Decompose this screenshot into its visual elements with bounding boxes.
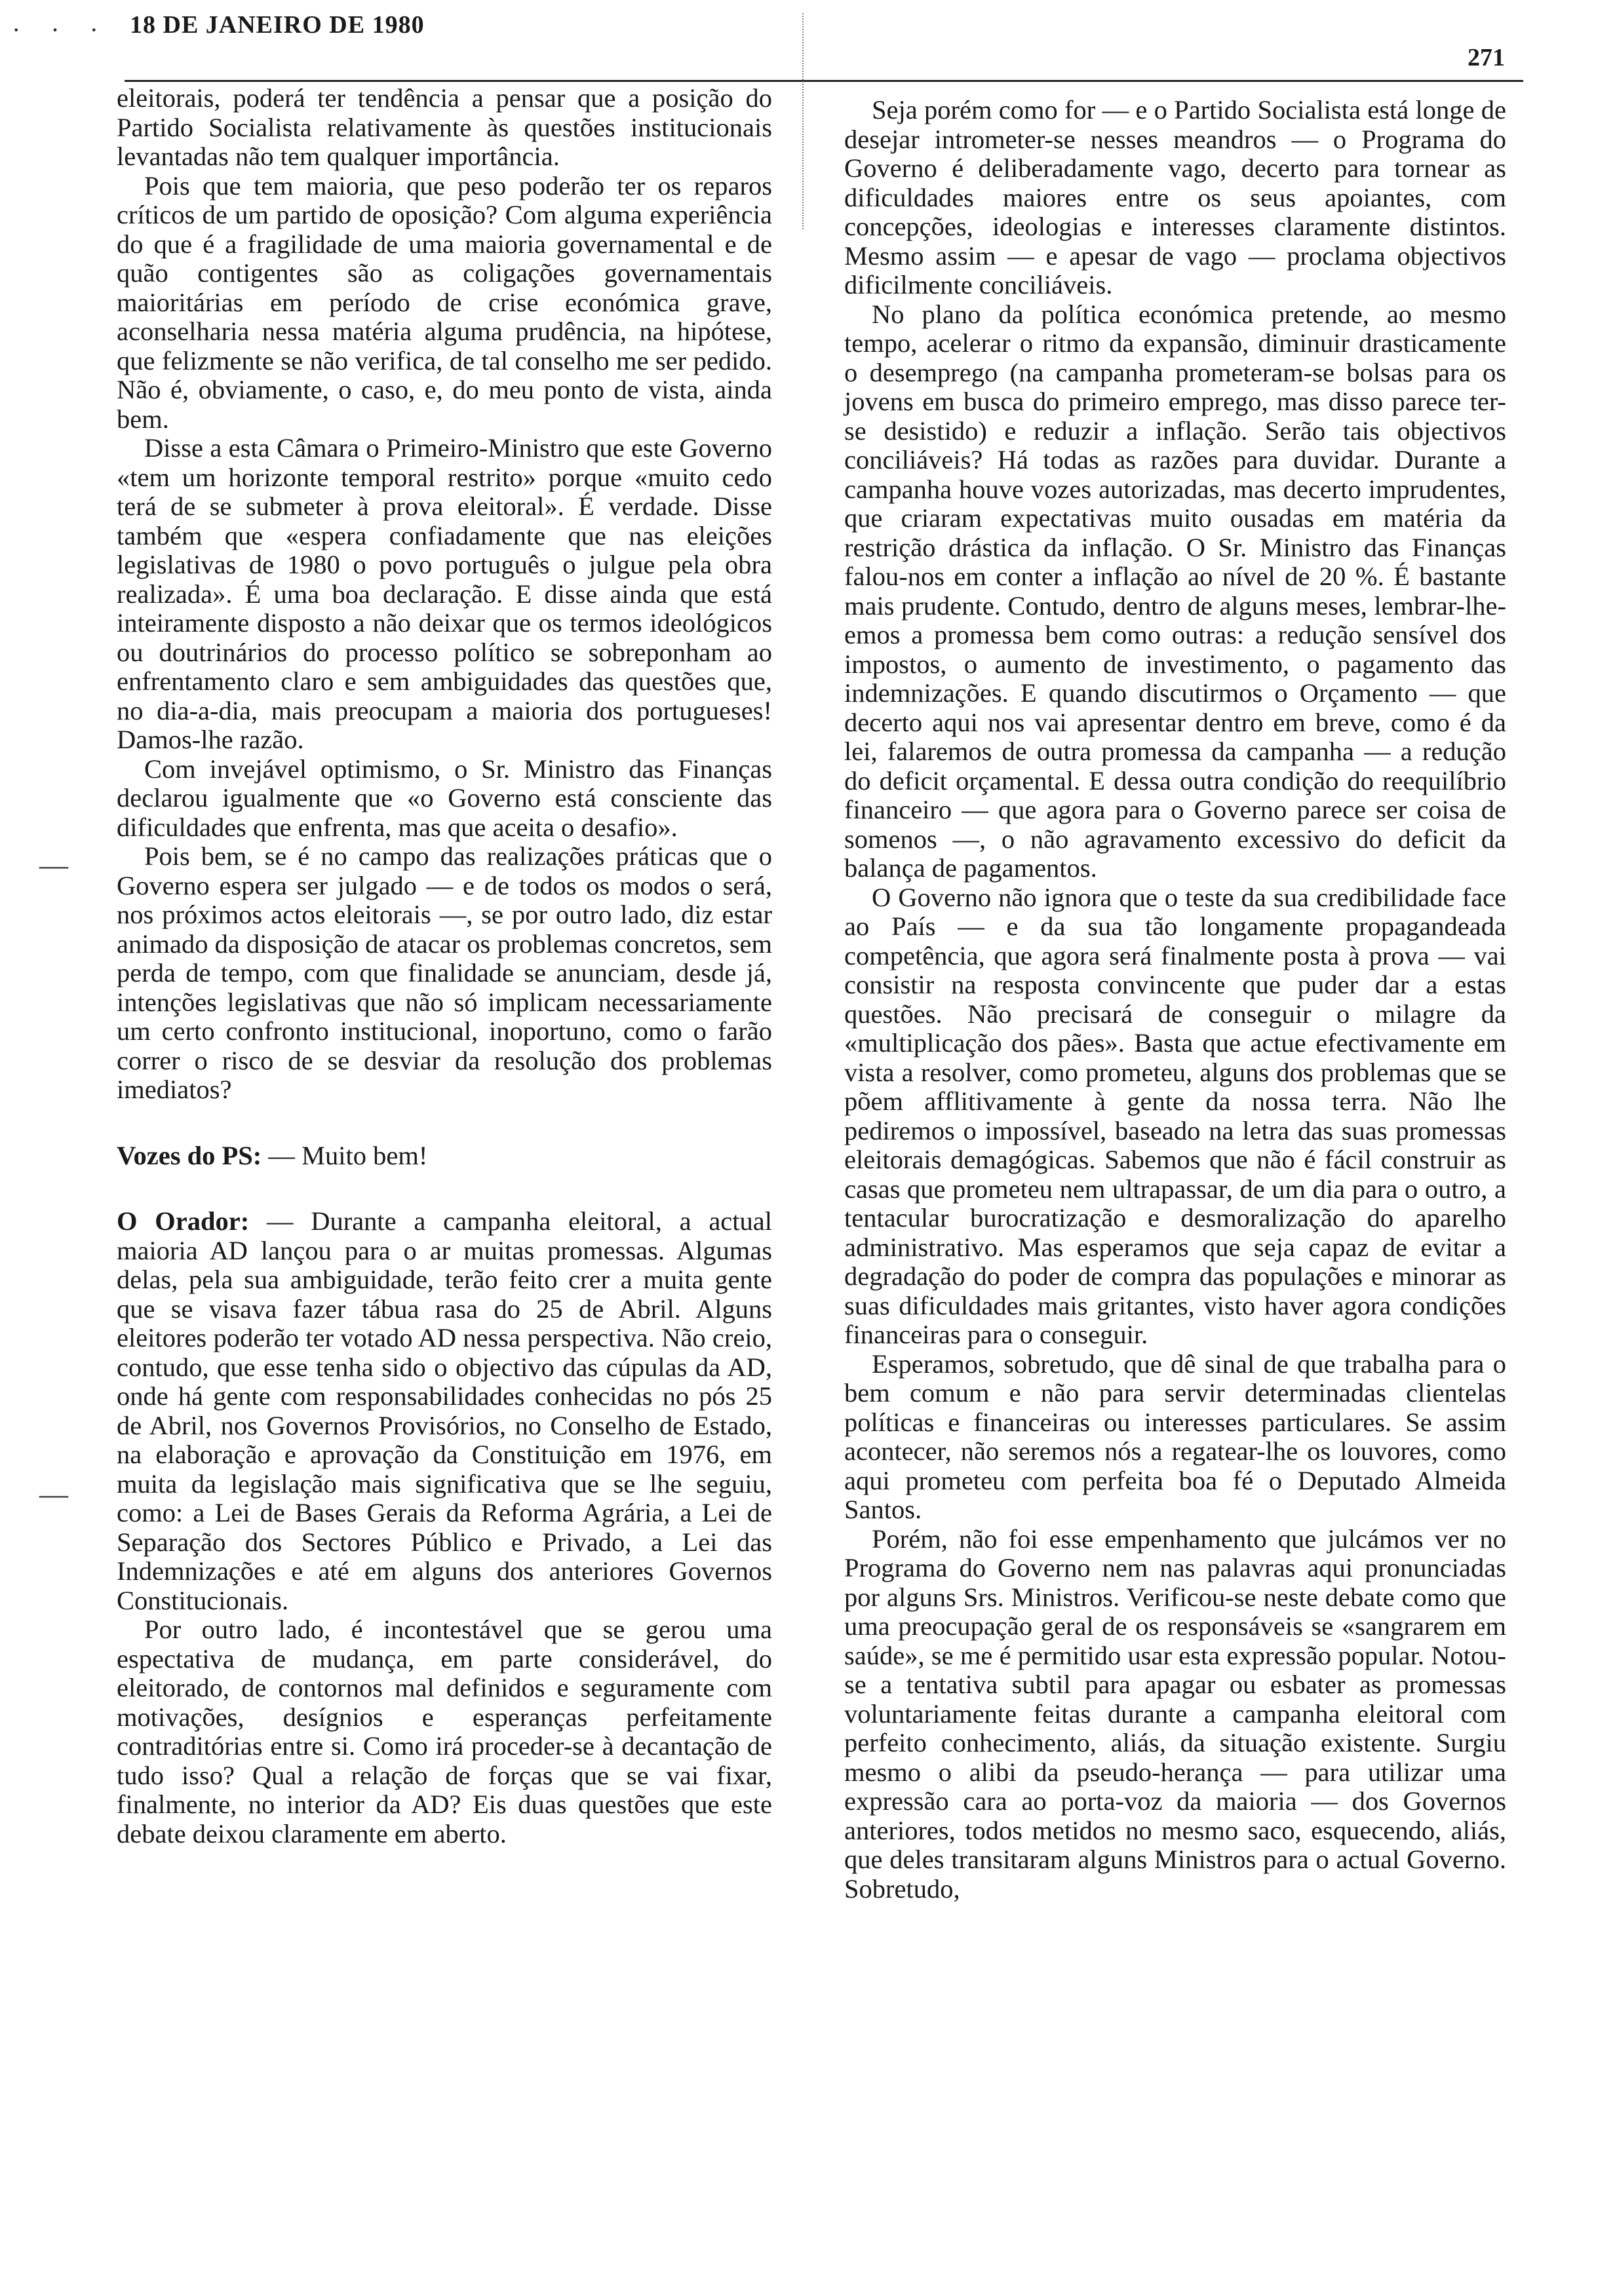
paragraph: Por outro lado, é incontestável que se gerou uma espectativa de mudança, em parte considerável, do eleitorado, de contornos mal definidos e seguramente com motivações, desígnios e esperanças perfeitamente contraditórias entre si. Como irá proceder-se à decantação de tudo isso? Qual a relação de forças que se vai fixar, finalmente, no interior da AD? Eis duas questões que este debate deixou claramente em aberto. bbox=[117, 1615, 772, 1848]
paragraph: No plano da política económica pretende, ao mesmo tempo, acelerar o ritmo da expansão, diminuir drasticamente o desemprego (na campanha prometeram-se bolsas para os jovens em busca do primeiro emprego, mas disso parece ter-se desistido) e reduzir a inflação. Serão tais objectivos conciliáveis? Há todas as razões para duvidar. Durante a campanha houve vozes autorizadas, mas decerto imprudentes, que criaram expectativas muito ousadas em matéria da restrição drástica da inflação. O Sr. Ministro das Finanças falou-nos em conter a inflação ao nível de 20 %. É bastante mais prudente. Contudo, dentro de alguns meses, lembrar-lhe-emos a promessa bem como outras: a redução sensível dos impostos, o aumento de investimento, o pagamento das indemnizações. E quando discutirmos o Orçamento — que decerto aqui nos vai apresentar dentro em breve, como é da lei, falaremos de outra promessa da campanha — a redução do deficit orçamental. E dessa outra condição do reequilíbrio financeiro — que agora para o Governo parece ser coisa de somenos —, o não agravamento excessivo do deficit da balança de pagamentos. bbox=[844, 299, 1506, 883]
header-rule bbox=[125, 80, 1523, 82]
margin-mark: — bbox=[39, 1478, 68, 1510]
paragraph: Seja porém como for — e o Partido Socialista está longe de desejar intrometer-se nesses meandros — o Programa do Governo é deliberadamente vago, decerto para tornear as dificuldades maiores entre os seus apoiantes, com concepções, ideologias e interesses claramente distintos. Mesmo assim — e apesar de vago — proclama objectivos dificilmente conciliáveis. bbox=[844, 95, 1506, 299]
corner-marks: · · · bbox=[12, 15, 110, 45]
page-number: 271 bbox=[1468, 44, 1505, 71]
right-column bbox=[844, 96, 1506, 1904]
column-divider bbox=[802, 13, 804, 229]
paragraph: Com invejável optimismo, o Sr. Ministro das Finanças declarou igualmente que «o Governo está consciente das dificuldades que enfrenta, mas que aceita o desafio». bbox=[117, 754, 772, 842]
paragraph: Esperamos, sobretudo, que dê sinal de que trabalha para o bem comum e não para servir determinadas clientelas políticas e financeiras ou interesses particulares. Se assim acontecer, não seremos nós a regatear-lhe os louvores, como aqui prometeu com perfeita boa fé o Deputado Almeida Santos. bbox=[844, 1349, 1506, 1524]
paragraph: Disse a esta Câmara o Primeiro-Ministro que este Governo «tem um horizonte temporal restrito» porque «muito cedo terá de se submeter à prova eleitoral». É verdade. Disse também que «espera confiadamente que nas eleições legislativas de 1980 o povo português o julgue pela obra realizada». É uma boa declaração. E disse ainda que está inteiramente disposto a não deixar que os termos ideológicos ou doutrinários do processo político se sobreponham ao enfrentamento claro e sem ambiguidades das questões que, no dia-a-dia, mais preocupam a maioria dos portugueses! Damos-lhe razão. bbox=[117, 433, 772, 754]
header-date: 18 DE JANEIRO DE 1980 bbox=[130, 11, 425, 39]
margin-mark: — bbox=[39, 849, 68, 881]
interjection bbox=[117, 1141, 772, 1171]
paragraph: eleitorais, poderá ter tendência a pensar que a posição do Partido Socialista relativamente às questões institucionais levantadas não tem qualquer importância. bbox=[117, 83, 772, 171]
interjection-text: — Muito bem! bbox=[262, 1140, 428, 1170]
paragraph: Pois que tem maioria, que peso poderão ter os reparos críticos de um partido de oposição? Com alguma experiência do que é a fragilidade de uma maioria governamental e de quão contigentes são as coligações governamentais maioritárias em período de crise económica grave, aconselharia nessa matéria alguma prudência, na hipótese, que felizmente se não verifica, de tal conselho me ser pedido. Não é, obviamente, o caso, e, do meu ponto de vista, ainda bem. bbox=[117, 170, 772, 434]
speaker-label: Vozes do PS: bbox=[117, 1140, 262, 1170]
speech-text: — Durante a campanha eleitoral, a actual maioria AD lançou para o ar muitas promessas. Algumas delas, pela sua ambiguidade, terão feito crer a muita gente que se visava fazer tábua rasa do 25 de Abril. Alguns eleitores poderão ter votado AD nessa perspectiva. Não creio, contudo, que esse tenha sido o objectivo das cúpulas da AD, onde há gente com responsabilidades conhecidas no pós 25 de Abril, nos Governos Provisórios, no Conselho de Estado, na elaboração e aprovação da Constituição em 1976, em muita da legislação mais significativa que se lhe seguiu, como: a Lei de Bases Gerais da Reforma Agrária, a Lei de Separação dos Sectores Público e Privado, a Lei das Indemnizações e até em alguns dos anteriores Governos Constitucionais. bbox=[117, 1206, 772, 1615]
speech-paragraph bbox=[117, 1207, 772, 1615]
speaker-label: O Orador: bbox=[117, 1206, 250, 1236]
paragraph: Porém, não foi esse empenhamento que julcámos ver no Programa do Governo nem nas palavras aqui pronunciadas por alguns Srs. Ministros. Verificou-se neste debate como que uma preocupação geral de os responsáveis se «sangrarem em saúde», se me é permitido usar esta expressão popular. Notou-se a tentativa subtil para apagar ou esbater as promessas voluntariamente feitas durante a campanha eleitoral com perfeito conhecimento, aliás, da situação existente. Surgiu mesmo o alibi da pseudo-herança — para utilizar uma expressão cara ao porta-voz da maioria — dos Governos anteriores, todos metidos no mesmo saco, esquecendo, aliás, que deles transitaram alguns Ministros para o actual Governo. Sobretudo, bbox=[844, 1523, 1506, 1904]
paragraph: Pois bem, se é no campo das realizações práticas que o Governo espera ser julgado — e de todos os modos o será, nos próximos actos eleitorais —, se por outro lado, diz estar animado da disposição de atacar os problemas concretos, sem perda de tempo, com que finalidade se anunciam, desde já, intenções legislativas que não só implicam necessariamente um certo confronto institucional, inoportuno, como o farão correr o risco de se desviar da resolução dos problemas imediatos? bbox=[117, 841, 772, 1104]
left-column bbox=[117, 84, 772, 1848]
paragraph: O Governo não ignora que o teste da sua credibilidade face ao País — e da sua tão longamente propagandeada competência, que agora será finalmente posta à prova — vai consistir na resposta convincente que puder dar a estas questões. Não precisará de conseguir o milagre da «multiplicação dos pães». Basta que actue efectivamente em vista a resolver, como prometeu, alguns dos problemas que se põem afflitivamente à gente da nossa terra. Não lhe pediremos o impossível, baseado na letra das suas promessas eleitorais demagógicas. Sabemos que não é fácil construir as casas que prometeu nem ultrapassar, de um dia para o outro, a tentacular burocratização e desmoralização do aparelho administrativo. Mas esperamos que seja capaz de evitar a degradação do poder de compra das populações e minorar as suas dificuldades mais gritantes, visto haver agora condições financeiras para o conseguir. bbox=[844, 882, 1506, 1349]
